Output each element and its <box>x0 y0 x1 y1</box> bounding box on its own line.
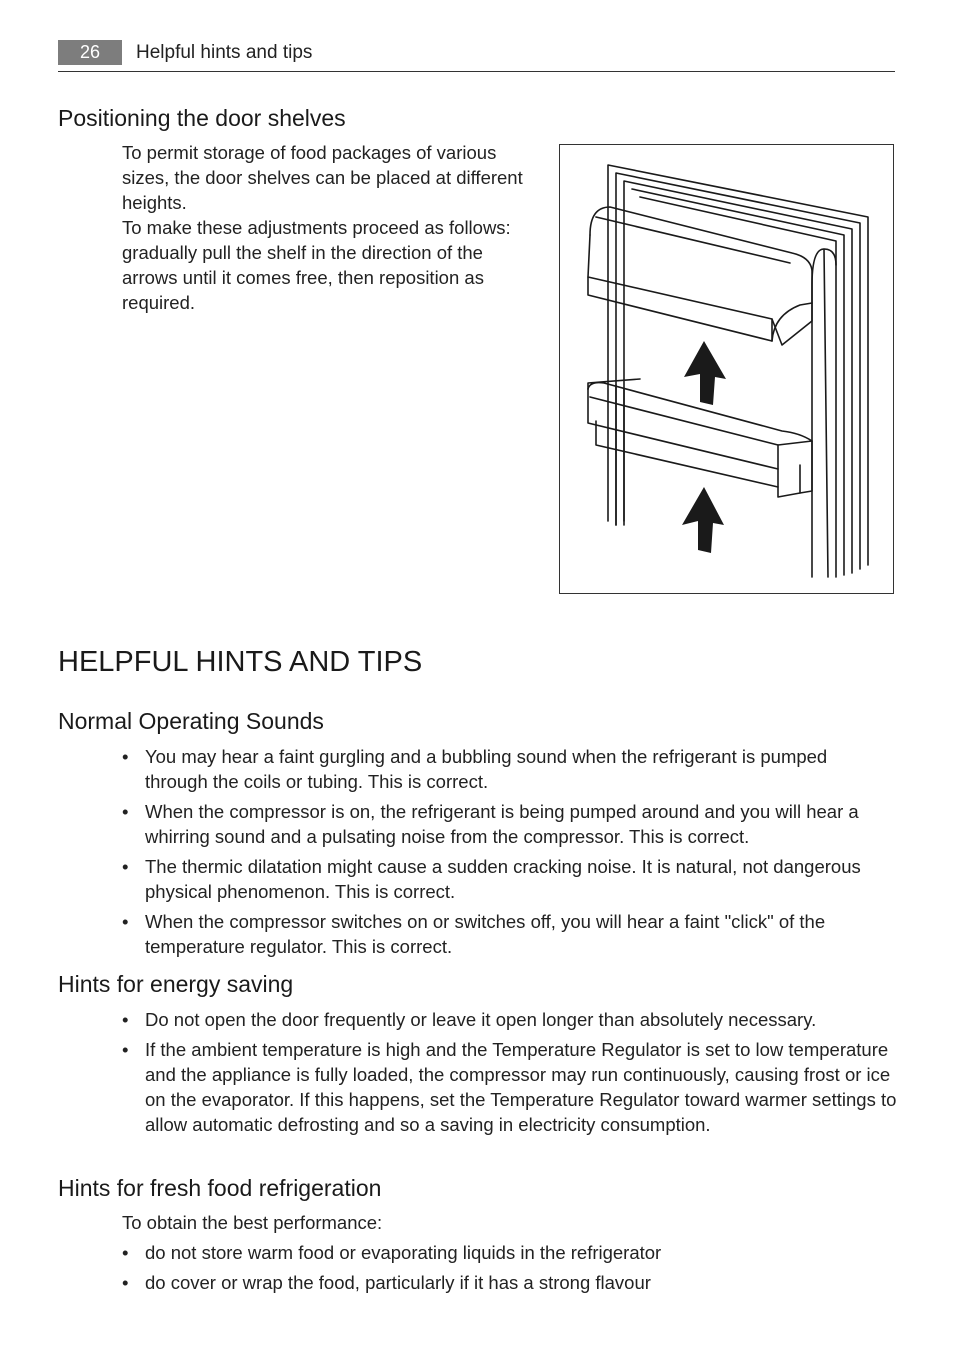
door-shelves-paragraph-1: To permit storage of food packages of various sizes, the door shelves can be placed at different heights. <box>122 142 523 213</box>
fresh-food-heading: Hints for fresh food refrigeration <box>58 1175 382 1201</box>
header-title: Helpful hints and tips <box>136 42 313 63</box>
bullet-icon: • <box>122 856 129 877</box>
main-heading: HELPFUL HINTS AND TIPS <box>58 646 423 678</box>
up-arrow-icon <box>682 487 724 553</box>
bullet-icon: • <box>122 911 129 932</box>
normal-sounds-heading: Normal Operating Sounds <box>58 708 324 734</box>
energy-saving-heading: Hints for energy saving <box>58 971 294 997</box>
list-item: • You may hear a faint gurgling and a bubbling sound when the refrigerant is pumped through the coils or tubing. This is correct. <box>122 746 828 792</box>
door-shelf-illustration-icon <box>559 144 894 594</box>
energy-saving-list <box>122 1007 897 1142</box>
list-item: • When the compressor is on, the refrigerant is being pumped around and you will hear a whirring sound and a pulsating noise from the compressor. This is correct. <box>122 801 859 847</box>
page-number: 26 <box>58 40 122 65</box>
door-shelves-heading: Positioning the door shelves <box>58 105 346 131</box>
list-item: • Do not open the door frequently or leave it open longer than absolutely necessary. <box>122 1009 817 1030</box>
bullet-icon: • <box>122 1009 129 1030</box>
fresh-food-intro: To obtain the best performance: <box>122 1212 383 1233</box>
list-item: • If the ambient temperature is high and the Temperature Regulator is set to low temperature and the appliance is fully loaded, the compressor may run continuously, causing frost or ice on the evaporator. If this happens, set the Temperature Regulator toward warmer settings to allow automatic defrosting and so a saving in electricity consumption. <box>122 1039 897 1135</box>
bullet-icon: • <box>122 1242 129 1263</box>
bullet-icon: • <box>122 1272 129 1293</box>
bullet-icon: • <box>122 1039 129 1060</box>
door-frame-icon <box>608 165 868 577</box>
list-item: • The thermic dilatation might cause a sudden cracking noise. It is natural, not dangerous physical phenomenon. This is correct. <box>122 856 861 902</box>
list-item: • do not store warm food or evaporating liquids in the refrigerator <box>122 1242 662 1263</box>
list-item: • do cover or wrap the food, particularly if it has a strong flavour <box>122 1272 651 1293</box>
list-item: • When the compressor switches on or switches off, you will hear a faint "click" of the temperature regulator. This is correct. <box>122 911 826 957</box>
page-header <box>58 40 895 72</box>
up-arrow-icon <box>684 341 726 405</box>
bullet-icon: • <box>122 801 129 822</box>
fresh-food-list <box>122 1240 892 1300</box>
normal-sounds-list <box>122 744 892 964</box>
bullet-icon: • <box>122 746 129 767</box>
door-shelves-paragraph-2: To make these adjustments proceed as follows: gradually pull the shelf in the direction of the arrows until it comes free, then reposition as required. <box>122 217 511 313</box>
